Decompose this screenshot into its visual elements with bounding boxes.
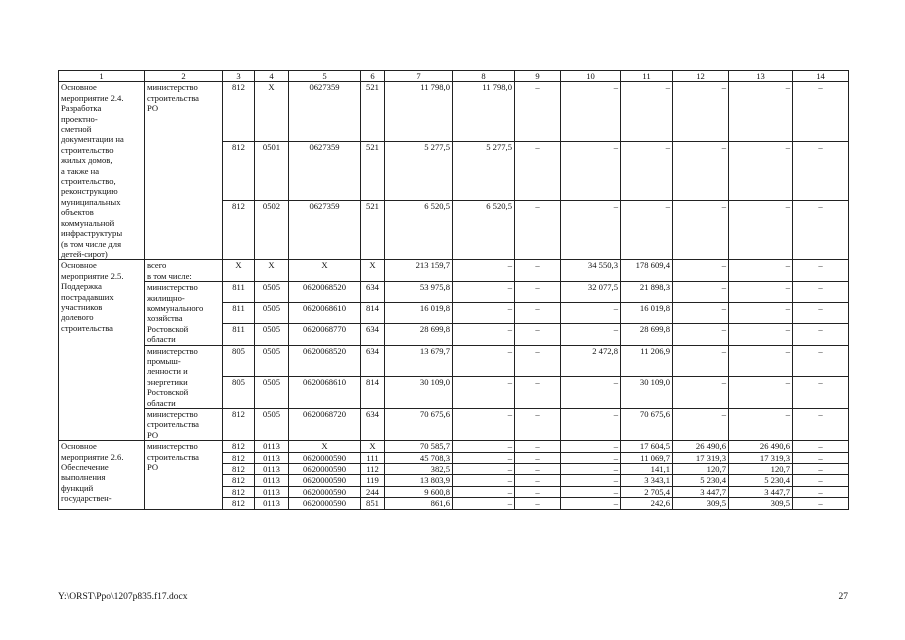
budget-table-sheet (58, 70, 848, 510)
value-cell-col-13: 5 230,4 (729, 475, 793, 486)
column-number-4: 4 (255, 71, 289, 82)
value-cell-col-8: – (453, 464, 515, 475)
value-cell-col-13: – (729, 409, 793, 441)
value-cell-col-6: 814 (361, 303, 385, 324)
value-cell-col-6: 521 (361, 141, 385, 200)
value-cell-col-6: 521 (361, 82, 385, 141)
value-cell-col-13: – (729, 282, 793, 303)
value-cell-col-3: 812 (223, 452, 255, 463)
value-cell-col-9: – (515, 409, 561, 441)
value-cell-col-6: 111 (361, 452, 385, 463)
value-cell-col-9: – (515, 260, 561, 282)
value-cell-col-14: – (793, 201, 849, 260)
value-cell-col-5: 0627359 (289, 201, 361, 260)
value-cell-col-5: 0620000590 (289, 486, 361, 497)
value-cell-col-8: – (453, 303, 515, 324)
column-number-9: 9 (515, 71, 561, 82)
value-cell-col-14: – (793, 486, 849, 497)
value-cell-col-13: – (729, 141, 793, 200)
value-cell-col-14: – (793, 141, 849, 200)
value-cell-col-9: – (515, 201, 561, 260)
table-row (59, 345, 849, 377)
value-cell-col-4: 0505 (255, 345, 289, 377)
value-cell-col-7: 9 600,8 (385, 486, 453, 497)
value-cell-col-10: – (561, 141, 621, 200)
value-cell-col-10: – (561, 201, 621, 260)
column-number-12: 12 (673, 71, 729, 82)
value-cell-col-7: 213 159,7 (385, 260, 453, 282)
value-cell-col-11: 16 019,8 (621, 303, 673, 324)
value-cell-col-3: 811 (223, 303, 255, 324)
value-cell-col-14: – (793, 303, 849, 324)
value-cell-col-3: 812 (223, 409, 255, 441)
value-cell-col-12: – (673, 201, 729, 260)
value-cell-col-12: – (673, 82, 729, 141)
value-cell-col-10: 34 550,3 (561, 260, 621, 282)
value-cell-col-11: 28 699,8 (621, 324, 673, 345)
value-cell-col-14: – (793, 260, 849, 282)
value-cell-col-9: – (515, 324, 561, 345)
value-cell-col-11: 2 705,4 (621, 486, 673, 497)
value-cell-col-4: 0502 (255, 201, 289, 260)
value-cell-col-6: 634 (361, 409, 385, 441)
value-cell-col-14: – (793, 377, 849, 409)
value-cell-col-6: 521 (361, 201, 385, 260)
value-cell-col-13: – (729, 201, 793, 260)
value-cell-col-12: 5 230,4 (673, 475, 729, 486)
value-cell-col-8: – (453, 475, 515, 486)
value-cell-col-5: 0620068520 (289, 345, 361, 377)
value-cell-col-10: – (561, 409, 621, 441)
column-number-2: 2 (145, 71, 223, 82)
value-cell-col-11: 21 898,3 (621, 282, 673, 303)
value-cell-col-11: 11 206,9 (621, 345, 673, 377)
measure-cell: Основное мероприятие 2.6. Обеспечение выполнения функций государствен- (59, 441, 145, 509)
value-cell-col-10: 2 472,8 (561, 345, 621, 377)
value-cell-col-9: – (515, 464, 561, 475)
value-cell-col-9: – (515, 498, 561, 509)
value-cell-col-8: 5 277,5 (453, 141, 515, 200)
executor-cell: министерство строительства РО (145, 441, 223, 509)
value-cell-col-3: 812 (223, 498, 255, 509)
value-cell-col-7: 11 798,0 (385, 82, 453, 141)
value-cell-col-9: – (515, 441, 561, 452)
value-cell-col-8: – (453, 377, 515, 409)
value-cell-col-6: 119 (361, 475, 385, 486)
value-cell-col-12: – (673, 303, 729, 324)
value-cell-col-3: 812 (223, 82, 255, 141)
value-cell-col-7: 13 803,9 (385, 475, 453, 486)
value-cell-col-10: 32 077,5 (561, 282, 621, 303)
value-cell-col-3: 811 (223, 282, 255, 303)
value-cell-col-11: 70 675,6 (621, 409, 673, 441)
value-cell-col-13: – (729, 324, 793, 345)
footer-file-path: Y:\ORST\Ppo\1207p835.f17.docx (58, 592, 188, 602)
value-cell-col-5: 0620068720 (289, 409, 361, 441)
value-cell-col-13: – (729, 260, 793, 282)
value-cell-col-3: 805 (223, 345, 255, 377)
value-cell-col-6: Х (361, 260, 385, 282)
value-cell-col-10: – (561, 498, 621, 509)
table-row (59, 409, 849, 441)
value-cell-col-10: – (561, 464, 621, 475)
value-cell-col-10: – (561, 475, 621, 486)
value-cell-col-10: – (561, 377, 621, 409)
value-cell-col-10: – (561, 486, 621, 497)
value-cell-col-11: 3 343,1 (621, 475, 673, 486)
value-cell-col-12: 26 490,6 (673, 441, 729, 452)
value-cell-col-14: – (793, 441, 849, 452)
value-cell-col-13: – (729, 345, 793, 377)
value-cell-col-4: 0505 (255, 303, 289, 324)
value-cell-col-12: – (673, 377, 729, 409)
executor-cell: министерство строительства РО (145, 82, 223, 260)
value-cell-col-5: 0620000590 (289, 498, 361, 509)
value-cell-col-8: 11 798,0 (453, 82, 515, 141)
value-cell-col-4: 0501 (255, 141, 289, 200)
value-cell-col-7: 45 708,3 (385, 452, 453, 463)
value-cell-col-6: 634 (361, 282, 385, 303)
value-cell-col-3: 812 (223, 486, 255, 497)
budget-table-body (59, 71, 849, 510)
value-cell-col-14: – (793, 464, 849, 475)
value-cell-col-12: – (673, 409, 729, 441)
value-cell-col-7: 861,6 (385, 498, 453, 509)
value-cell-col-6: 851 (361, 498, 385, 509)
table-row (59, 282, 849, 303)
value-cell-col-3: 812 (223, 441, 255, 452)
value-cell-col-13: – (729, 377, 793, 409)
value-cell-col-14: – (793, 82, 849, 141)
value-cell-col-6: 634 (361, 324, 385, 345)
value-cell-col-13: 120,7 (729, 464, 793, 475)
value-cell-col-3: 811 (223, 324, 255, 345)
value-cell-col-8: – (453, 260, 515, 282)
value-cell-col-12: – (673, 324, 729, 345)
value-cell-col-10: – (561, 441, 621, 452)
value-cell-col-7: 382,5 (385, 464, 453, 475)
value-cell-col-9: – (515, 475, 561, 486)
executor-cell: министерство строительства РО (145, 409, 223, 441)
value-cell-col-11: – (621, 201, 673, 260)
value-cell-col-5: Х (289, 441, 361, 452)
column-numbers-row (59, 71, 849, 82)
value-cell-col-5: 0620068770 (289, 324, 361, 345)
value-cell-col-8: – (453, 452, 515, 463)
budget-table (58, 70, 849, 510)
value-cell-col-4: 0505 (255, 377, 289, 409)
value-cell-col-6: 244 (361, 486, 385, 497)
value-cell-col-12: 309,5 (673, 498, 729, 509)
value-cell-col-7: 6 520,5 (385, 201, 453, 260)
value-cell-col-12: – (673, 141, 729, 200)
value-cell-col-3: 812 (223, 141, 255, 200)
value-cell-col-9: – (515, 452, 561, 463)
value-cell-col-4: Х (255, 260, 289, 282)
value-cell-col-13: 309,5 (729, 498, 793, 509)
value-cell-col-4: 0113 (255, 475, 289, 486)
value-cell-col-3: 812 (223, 464, 255, 475)
value-cell-col-14: – (793, 475, 849, 486)
value-cell-col-11: 11 069,7 (621, 452, 673, 463)
value-cell-col-11: 242,6 (621, 498, 673, 509)
value-cell-col-9: – (515, 282, 561, 303)
value-cell-col-13: 17 319,3 (729, 452, 793, 463)
value-cell-col-11: 178 609,4 (621, 260, 673, 282)
value-cell-col-10: – (561, 324, 621, 345)
value-cell-col-8: – (453, 441, 515, 452)
value-cell-col-3: 812 (223, 475, 255, 486)
value-cell-col-12: – (673, 345, 729, 377)
value-cell-col-14: – (793, 498, 849, 509)
value-cell-col-4: 0505 (255, 409, 289, 441)
value-cell-col-12: 17 319,3 (673, 452, 729, 463)
value-cell-col-6: 634 (361, 345, 385, 377)
value-cell-col-7: 70 585,7 (385, 441, 453, 452)
value-cell-col-11: 30 109,0 (621, 377, 673, 409)
column-number-1: 1 (59, 71, 145, 82)
value-cell-col-12: 3 447,7 (673, 486, 729, 497)
column-number-3: 3 (223, 71, 255, 82)
value-cell-col-12: – (673, 260, 729, 282)
column-number-10: 10 (561, 71, 621, 82)
value-cell-col-9: – (515, 303, 561, 324)
executor-cell: всего в том числе: (145, 260, 223, 282)
value-cell-col-4: 0113 (255, 498, 289, 509)
value-cell-col-13: – (729, 82, 793, 141)
value-cell-col-6: Х (361, 441, 385, 452)
executor-cell: министерство жилищно- коммунального хозяйства Ростовской области (145, 282, 223, 345)
value-cell-col-5: 0627359 (289, 82, 361, 141)
value-cell-col-5: 0620068610 (289, 303, 361, 324)
measure-cell: Основное мероприятие 2.4. Разработка проектно- сметной документации на строительство жилых домов, а также на строительство, реконструкцию муниципальных объектов коммунальной инфраструктуры (в том числе для детей-сирот) (59, 82, 145, 260)
table-row (59, 260, 849, 282)
value-cell-col-5: 0620000590 (289, 464, 361, 475)
value-cell-col-8: – (453, 498, 515, 509)
column-number-14: 14 (793, 71, 849, 82)
value-cell-col-7: 30 109,0 (385, 377, 453, 409)
value-cell-col-14: – (793, 452, 849, 463)
value-cell-col-14: – (793, 324, 849, 345)
value-cell-col-5: 0620000590 (289, 475, 361, 486)
value-cell-col-9: – (515, 141, 561, 200)
value-cell-col-10: – (561, 303, 621, 324)
value-cell-col-8: – (453, 409, 515, 441)
value-cell-col-7: 53 975,8 (385, 282, 453, 303)
value-cell-col-8: – (453, 345, 515, 377)
value-cell-col-9: – (515, 82, 561, 141)
executor-cell: министерство промыш- ленности и энергетики Ростовской области (145, 345, 223, 408)
value-cell-col-7: 5 277,5 (385, 141, 453, 200)
column-number-7: 7 (385, 71, 453, 82)
value-cell-col-3: 805 (223, 377, 255, 409)
value-cell-col-11: – (621, 141, 673, 200)
value-cell-col-11: – (621, 82, 673, 141)
value-cell-col-7: 28 699,8 (385, 324, 453, 345)
value-cell-col-12: 120,7 (673, 464, 729, 475)
value-cell-col-7: 16 019,8 (385, 303, 453, 324)
column-number-8: 8 (453, 71, 515, 82)
page-number: 27 (838, 592, 848, 602)
value-cell-col-3: Х (223, 260, 255, 282)
value-cell-col-4: 0113 (255, 464, 289, 475)
column-number-6: 6 (361, 71, 385, 82)
value-cell-col-8: 6 520,5 (453, 201, 515, 260)
value-cell-col-13: 26 490,6 (729, 441, 793, 452)
value-cell-col-8: – (453, 282, 515, 303)
value-cell-col-6: 814 (361, 377, 385, 409)
value-cell-col-10: – (561, 82, 621, 141)
value-cell-col-9: – (515, 377, 561, 409)
value-cell-col-9: – (515, 486, 561, 497)
value-cell-col-11: 141,1 (621, 464, 673, 475)
value-cell-col-8: – (453, 324, 515, 345)
value-cell-col-6: 112 (361, 464, 385, 475)
value-cell-col-4: 0505 (255, 282, 289, 303)
value-cell-col-4: 0113 (255, 441, 289, 452)
value-cell-col-4: 0113 (255, 486, 289, 497)
value-cell-col-4: 0505 (255, 324, 289, 345)
value-cell-col-12: – (673, 282, 729, 303)
table-row (59, 82, 849, 141)
column-number-5: 5 (289, 71, 361, 82)
value-cell-col-5: 0620068520 (289, 282, 361, 303)
value-cell-col-5: 0627359 (289, 141, 361, 200)
value-cell-col-14: – (793, 282, 849, 303)
value-cell-col-5: Х (289, 260, 361, 282)
value-cell-col-4: Х (255, 82, 289, 141)
column-number-13: 13 (729, 71, 793, 82)
value-cell-col-11: 17 604,5 (621, 441, 673, 452)
value-cell-col-7: 70 675,6 (385, 409, 453, 441)
value-cell-col-4: 0113 (255, 452, 289, 463)
value-cell-col-3: 812 (223, 201, 255, 260)
measure-cell: Основное мероприятие 2.5. Поддержка пострадавших участников долевого строительства (59, 260, 145, 441)
value-cell-col-10: – (561, 452, 621, 463)
value-cell-col-14: – (793, 345, 849, 377)
column-number-11: 11 (621, 71, 673, 82)
value-cell-col-13: – (729, 303, 793, 324)
value-cell-col-5: 0620068610 (289, 377, 361, 409)
value-cell-col-9: – (515, 345, 561, 377)
value-cell-col-7: 13 679,7 (385, 345, 453, 377)
value-cell-col-13: 3 447,7 (729, 486, 793, 497)
value-cell-col-5: 0620000590 (289, 452, 361, 463)
value-cell-col-8: – (453, 486, 515, 497)
table-row (59, 441, 849, 452)
value-cell-col-14: – (793, 409, 849, 441)
